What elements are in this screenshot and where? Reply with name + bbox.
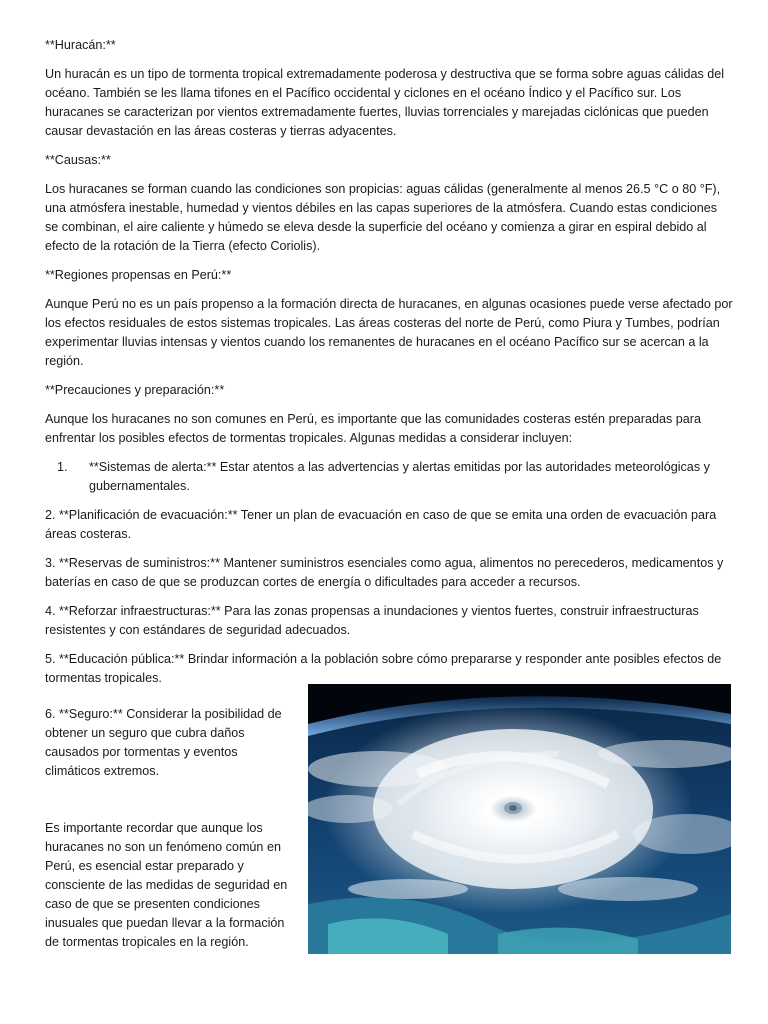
paragraph-precautions: Aunque los huracanes no son comunes en Perú, es importante que las comunidades costeras estén preparadas para enfrentar los posibles efectos de tormentas tropicales. Algunas medidas a considerar incluyen: (45, 412, 701, 445)
list-item-infrastructure: 4. **Reforzar infraestructuras:** Para las zonas propensas a inundaciones y vientos fuertes, construir infraestructuras resistentes y con estándares de seguridad adecuados. (45, 604, 699, 637)
paragraph-causes: Los huracanes se forman cuando las condiciones son propicias: aguas cálidas (generalmente al menos 26.5 °C o 80 °F), una atmósfera inestable, humedad y vientos débiles en las capas superiores de la atmósfera. Cuando estas condiciones se combinan, el aire caliente y húmedo se eleva desde la superficie del océano y comienza a girar en espiral debido al efecto de la rotación de la Tierra (efecto Coriolis). (45, 182, 721, 253)
list-item-supplies: 3. **Reservas de suministros:** Mantener suministros esenciales como agua, alimentos no perecederos, medicamentos y baterías en caso de que se produzcan cortes de energía o dificultades para acceder a recursos. (45, 556, 724, 589)
list-item-alert-systems (45, 458, 733, 496)
hurricane-illustration (308, 684, 731, 954)
list-number: 1. (57, 460, 68, 474)
list-text: **Sistemas de alerta:** Estar atentos a las advertencias y alertas emitidas por las autoridades meteorológicas y gubernamentales. (89, 460, 710, 493)
heading-causes: **Causas:** (45, 153, 111, 167)
heading-regions: **Regiones propensas en Perú:** (45, 268, 232, 282)
hurricane-satellite-image (308, 684, 731, 954)
paragraph-regions: Aunque Perú no es un país propenso a la formación directa de huracanes, en algunas ocasiones puede verse afectado por los efectos residuales de estos sistemas tropicales. Las áreas costeras del norte de Perú, como Piura y Tumbes, podrían experimentar lluvias intensas y vientos cuando los remanentes de huracanes en el océano Pacífico sur se acercan a la región. (45, 297, 733, 368)
conclusion-paragraph: Es importante recordar que aunque los huracanes no son un fenómeno común en Perú, es esencial estar preparado y consciente de las medidas de seguridad en caso de que se presenten condiciones inusuales que puedan llevar a la formación de tormentas tropicales en la región. (45, 821, 288, 949)
list-item-evacuation: 2. **Planificación de evacuación:** Tener un plan de evacuación en caso de que se emita una orden de evacuación para áreas costeras. (45, 508, 717, 541)
document-body (45, 36, 733, 698)
bottom-text-column (45, 705, 295, 962)
paragraph-hurricane: Un huracán es un tipo de tormenta tropical extremadamente poderosa y destructiva que se forma sobre aguas cálidas del océano. También se les llama tifones en el Pacífico occidental y ciclones en el océano Índico y el Pacífico sur. Los huracanes se caracterizan por vientos extremadamente fuertes, lluvias torrenciales y marejadas ciclónicas que pueden causar devastación en las áreas costeras y tierras adyacentes. (45, 67, 725, 138)
heading-hurricane: **Huracán:** (45, 38, 116, 52)
heading-precautions: **Precauciones y preparación:** (45, 383, 225, 397)
list-item-education: 5. **Educación pública:** Brindar información a la población sobre cómo prepararse y responder ante posibles efectos de tormentas tropicales. (45, 652, 722, 685)
list-item-insurance: 6. **Seguro:** Considerar la posibilidad de obtener un seguro que cubra daños causados por tormentas y eventos climáticos extremos. (45, 707, 282, 778)
